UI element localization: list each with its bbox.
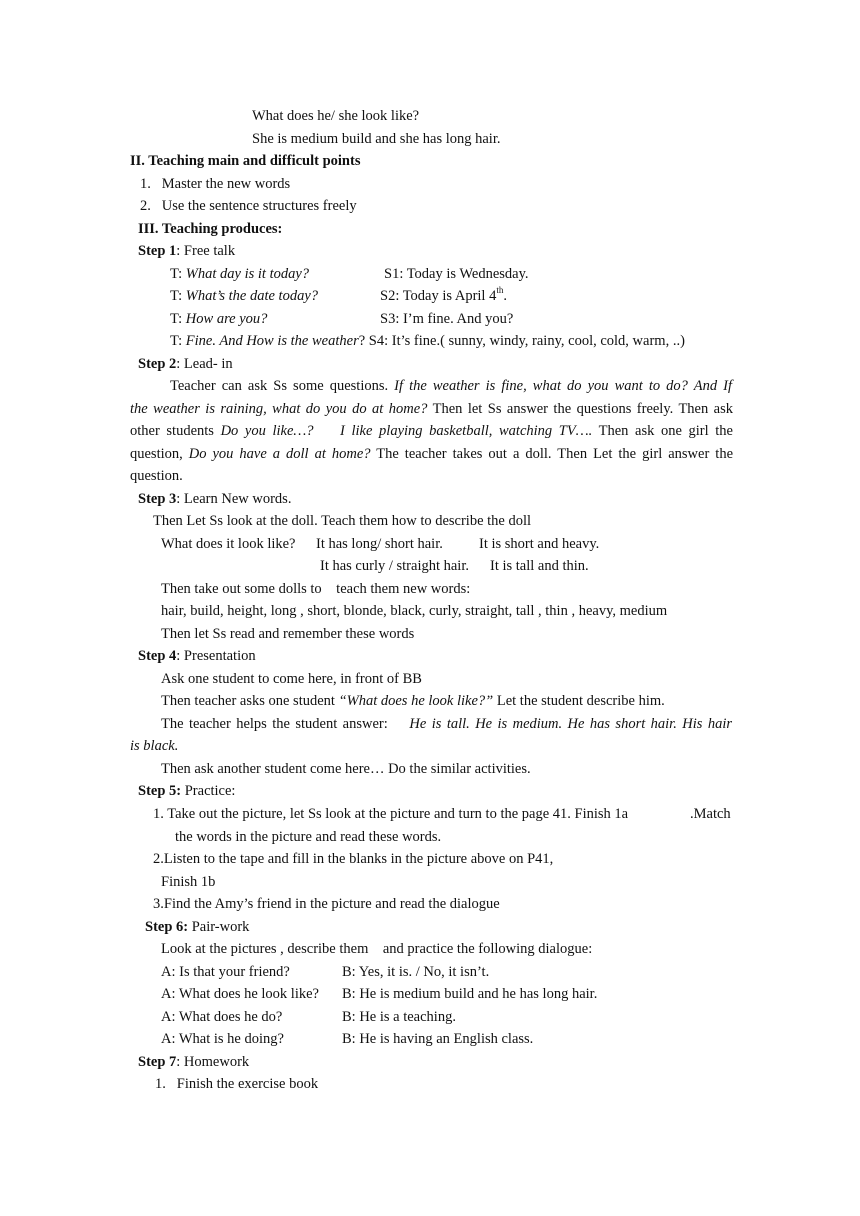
step-6-title: Pair-work [188, 919, 250, 935]
step-5-item-2: 2.Listen to the tape and fill in the blanks in the picture above on P41, [153, 851, 554, 867]
step-3-title: : Learn New words. [176, 491, 292, 507]
step-3-hair-length: It has long/ short hair. [316, 536, 443, 552]
step-1-teacher-question: What’s the date today? [185, 288, 319, 304]
step-4-label: Step 4 [138, 648, 177, 664]
step-2-paragraph-line-4: question, Do you have a doll at home? The teacher takes out a doll. Then Let the girl answer the [130, 446, 733, 462]
step-3-question: What does it look like? [161, 536, 296, 552]
step-7-title: : Homework [176, 1054, 250, 1070]
step-2-paragraph-line-5: question. [130, 468, 183, 484]
section-2-heading: II. Teaching main and difficult points [130, 153, 361, 169]
dialogue-line-b: B: He is having an English class. [342, 1031, 534, 1047]
step-2-label: Step 2 [138, 356, 177, 372]
step-3-line-4: Then take out some dolls to teach them new words: [161, 581, 471, 597]
dialogue-line-a: A: What is he doing? [161, 1031, 284, 1047]
step-1-row-3: T: How are you? [170, 311, 268, 327]
intro-question: What does he/ she look like? [252, 108, 420, 124]
step-1-label: Step 1 [138, 243, 177, 259]
step-5-label: Step 5: [138, 783, 182, 799]
step-7-label: Step 7 [138, 1054, 177, 1070]
step-1-student-answer: S1: Today is Wednesday. [384, 266, 529, 282]
dialogue-line-b: B: Yes, it is. / No, it isn’t. [342, 964, 490, 980]
step-5-title: Practice: [181, 783, 236, 799]
step-4-title: : Presentation [176, 648, 256, 664]
step-1-title: : Free talk [176, 243, 236, 259]
step-5-item-2-cont: Finish 1b [161, 874, 216, 890]
step-3-build-tall: It is tall and thin. [490, 558, 589, 574]
step-1-row-4: T: Fine. And How is the weather? S4: It’s fine.( sunny, windy, rainy, cool, cold, warm, ..) [170, 333, 685, 349]
step-3-word-list: hair, build, height, long , short, blonde, black, curly, straight, tall , thin , heavy, medium [161, 603, 668, 619]
dialogue-line-b: B: He is medium build and he has long hair. [342, 986, 598, 1002]
step-7-item-1: 1. Finish the exercise book [155, 1076, 319, 1092]
step-1-heading [138, 242, 235, 260]
dialogue-line-a: A: What does he do? [161, 1009, 283, 1025]
step-1-teacher-question: How are you? [185, 311, 268, 327]
step-1-row-1: T: What day is it today? [170, 266, 310, 282]
step-5-heading [138, 782, 235, 800]
step-6-label: Step 6: [145, 919, 189, 935]
dialogue-line-a: A: Is that your friend? [161, 964, 290, 980]
step-2-heading [138, 355, 233, 373]
step-1-teacher-question: What day is it today? [185, 266, 310, 282]
section-3-heading: III. Teaching produces: [138, 221, 283, 237]
step-4-line-3: The teacher helps the student answer: He is tall. He is medium. He has short hair. His hair [161, 716, 732, 732]
step-4-line-1: Ask one student to come here, in front of BB [161, 671, 422, 687]
step-2-title: : Lead- in [176, 356, 233, 372]
step-3-line-1: Then Let Ss look at the doll. Teach them how to describe the doll [153, 513, 532, 529]
step-3-line-6: Then let Ss read and remember these words [161, 626, 415, 642]
dialogue-line-b: B: He is a teaching. [342, 1009, 456, 1025]
step-4-line-2: Then teacher asks one student “What does he look like?” Let the student describe him. [161, 693, 665, 709]
step-7-heading [138, 1053, 249, 1071]
step-1-student-answer: S3: I’m fine. And you? [380, 311, 514, 327]
step-5-item-1-cont: the words in the picture and read these words. [175, 829, 442, 845]
step-3-label: Step 3 [138, 491, 177, 507]
intro-answer: She is medium build and she has long hair. [252, 131, 501, 147]
step-4-line-4: is black. [130, 738, 179, 754]
step-1-student-answer: S2: Today is April 4th. [380, 285, 507, 304]
step-4-line-5: Then ask another student come here… Do the similar activities. [161, 761, 531, 777]
step-5-item-3: 3.Find the Amy’s friend in the picture and read the dialogue [153, 896, 500, 912]
step-2-paragraph-line-3: other students Do you like…? I like playing basketball, watching TV…. Then ask one girl the [130, 423, 733, 439]
dialogue-line-a: A: What does he look like? [161, 986, 319, 1002]
step-6-heading [145, 918, 249, 936]
step-3-heading [138, 490, 291, 508]
section-2-item-2: 2. Use the sentence structures freely [140, 198, 357, 214]
section-2-item-1: 1. Master the new words [140, 176, 291, 192]
step-1-row-2: T: What’s the date today? [170, 288, 319, 304]
step-5-item-1-match: .Match [690, 806, 731, 822]
step-6-intro: Look at the pictures , describe them and practice the following dialogue: [161, 941, 593, 957]
step-2-paragraph-line-1: Teacher can ask Ss some questions. If the weather is fine, what do you want to do? And If [170, 378, 732, 394]
step-2-paragraph-line-2: the weather is raining, what do you do at home? Then let Ss answer the questions freely. Then ask [130, 401, 734, 417]
step-5-item-1: 1. Take out the picture, let Ss look at the picture and turn to the page 41. Finish 1a [153, 806, 629, 822]
step-3-hair-style: It has curly / straight hair. [320, 558, 469, 574]
step-3-build-short: It is short and heavy. [479, 536, 600, 552]
step-4-heading [138, 647, 256, 665]
